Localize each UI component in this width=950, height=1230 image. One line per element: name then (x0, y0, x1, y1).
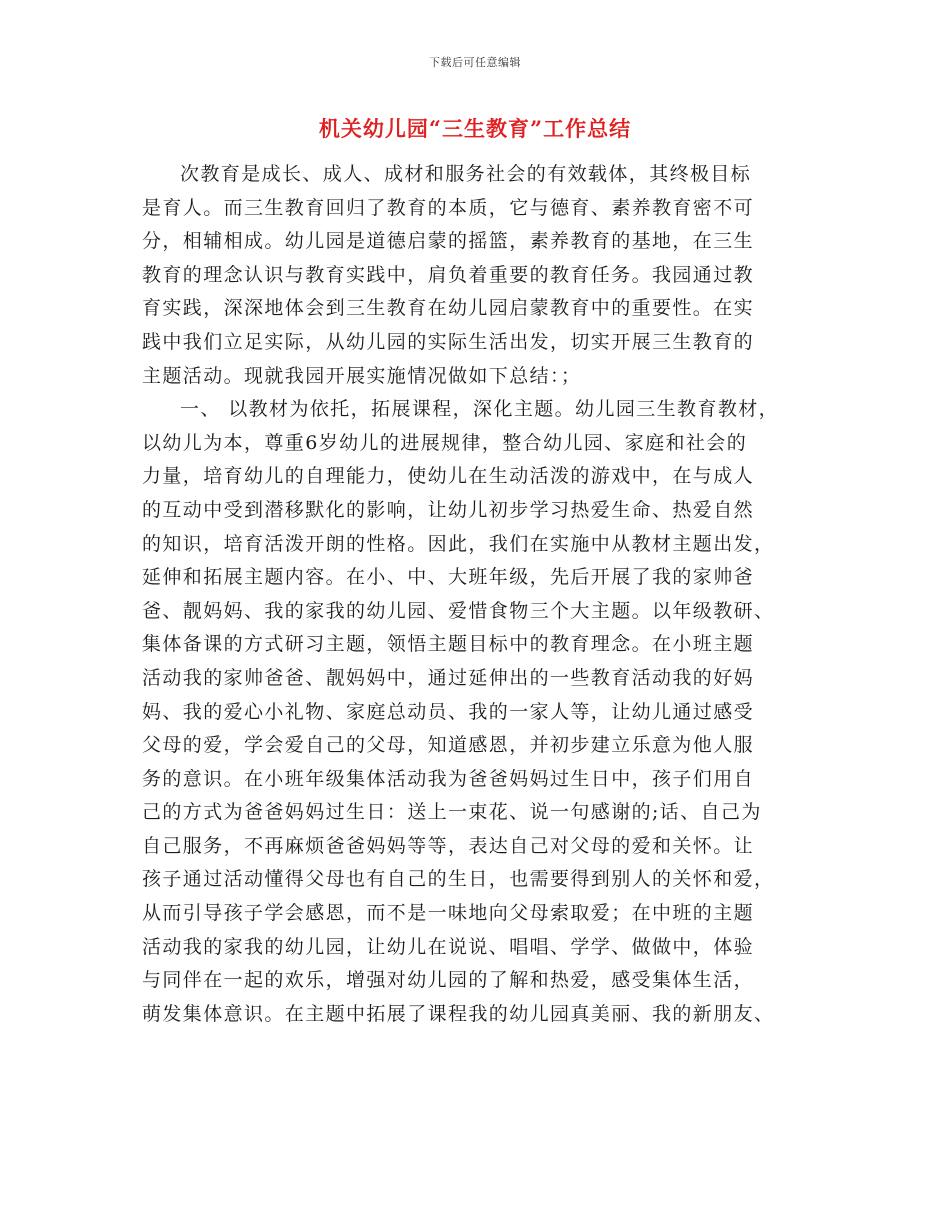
text-line: 务的意识。在小班年级集体活动我为爸爸妈妈过生日中，孩子们用自 (142, 767, 755, 790)
text-line: 的互动中受到潜移默化的影响，让幼儿初步学习热爱生命、热爱自然 (142, 498, 755, 521)
text-line: 萌发集体意识。在主题中拓展了课程我的幼儿园真美丽、我的新朋友、 (142, 1002, 775, 1025)
document-body (142, 158, 816, 1031)
text-line: 活动我的家我的幼儿园，让幼儿在说说、唱唱、学学、做做中，体验 (142, 935, 755, 958)
text-line: 己的方式为爸爸妈妈过生日：送上一束花、说一句感谢的;话、自己为 (142, 801, 762, 824)
text-line: 践中我们立足实际，从幼儿园的实际生活出发，切实开展三生教育的 (142, 330, 755, 353)
text-line: 活动我的家帅爸爸、靓妈妈中，通过延伸出的一些教育活动我的好妈 (142, 666, 755, 689)
page-header: 下载后可任意编辑 (429, 56, 521, 69)
text-line: 教育的理念认识与教育实践中，肩负着重要的教育任务。我园通过教 (142, 263, 755, 286)
text-line: 与同伴在一起的欢乐，增强对幼儿园的了解和热爱，感受集体生活， (142, 969, 755, 992)
text-line: 次教育是成长、成人、成材和服务社会的有效载体，其终极目标 (180, 163, 752, 185)
text-line: 的知识，培育活泼开朗的性格。因此，我们在实施中从教材主题出发， (142, 532, 775, 555)
text-line: 父母的爱，学会爱自己的父母，知道感恩，并初步建立乐意为他人服 (142, 734, 755, 757)
text-line: 是育人。而三生教育回归了教育的本质，它与德育、素养教育密不可 (142, 196, 755, 219)
text-line: 分，相辅相成。幼儿园是道德启蒙的摇篮，素养教育的基地，在三生 (142, 230, 755, 253)
document-title: 机关幼儿园“三生教育”工作总结 (318, 116, 632, 141)
text-line: 集体备课的方式研习主题，领悟主题目标中的教育理念。在小班主题 (142, 633, 755, 656)
text-line: 爸、靓妈妈、我的家我的幼儿园、爱惜食物三个大主题。以年级教研、 (142, 599, 775, 622)
text-line: 妈、我的爱心小礼物、家庭总动员、我的一家人等，让幼儿通过感受 (142, 700, 755, 723)
text-line: 育实践，深深地体会到三生教育在幼儿园启蒙教育中的重要性。在实 (142, 297, 755, 320)
text-line: 以幼儿为本，尊重6岁幼儿的进展规律，整合幼儿园、家庭和社会的 (142, 431, 748, 454)
text-line: 从而引导孩子学会感恩，而不是一味地向父母索取爱；在中班的主题 (142, 902, 755, 925)
text-line: 孩子通过活动懂得父母也有自己的生日，也需要得到别人的关怀和爱， (142, 868, 775, 891)
text-line: 延伸和拓展主题内容。在小、中、大班年级，先后开展了我的家帅爸 (142, 566, 755, 589)
text-line: 主题活动。现就我园开展实施情况做如下总结：； (142, 364, 582, 387)
text-line: 一、 以教材为依托，拓展课程，深化主题。幼儿园三生教育教材， (180, 398, 780, 421)
text-line: 力量，培育幼儿的自理能力，使幼儿在生动活泼的游戏中，在与成人 (142, 465, 755, 488)
text-line: 自己服务，不再麻烦爸爸妈妈等等，表达自己对父母的爱和关怀。让 (142, 834, 755, 857)
